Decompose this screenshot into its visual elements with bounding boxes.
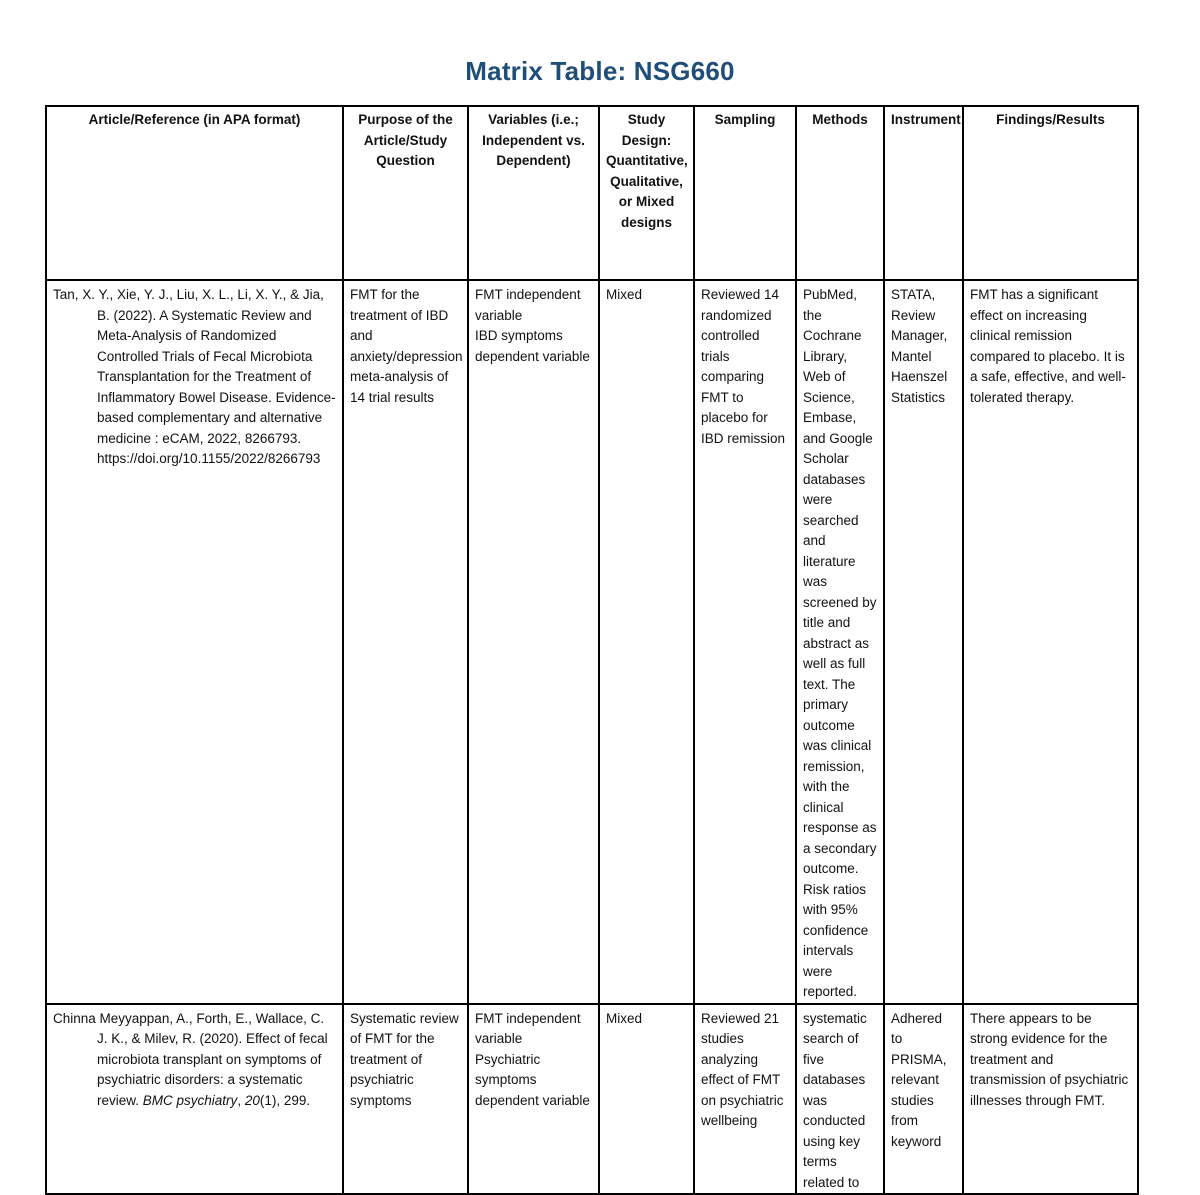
header-findings: Findings/Results <box>963 106 1138 280</box>
reference-text <box>53 1009 336 1112</box>
cell-study-design: Mixed <box>599 280 694 1004</box>
reference-issue-pages: (1), 299. <box>259 1092 311 1108</box>
table-row <box>46 280 1138 1004</box>
cell-methods: PubMed, the Cochrane Library, Web of Science, Embase, and Google Scholar databases were searched and literature was screened by title and abstract as well as full text. The primary outcome was clinical remission, with the clinical response as a secondary outcome. Risk ratios with 95% confidence intervals were reported. <box>796 280 884 1004</box>
cell-instrument: STATA, Review Manager, Mantel Haenszel Statistics <box>884 280 963 1004</box>
matrix-table <box>45 105 1139 1195</box>
reference-text: Tan, X. Y., Xie, Y. J., Liu, X. L., Li, X. Y., & Jia, B. (2022). A Systematic Review and Meta-Analysis of Randomized Controlled Trials of Fecal Microbiota Transplantation for the Treatment of Inflammatory Bowel Disease. Evidence-based complementary and alternative medicine : eCAM, 2022, 8266793. https://doi.org/10.1155/2022/8266793 <box>53 287 336 466</box>
cell-methods: systematic search of five databases was conducted using key terms related to <box>796 1004 884 1195</box>
reference-volume: 20 <box>244 1092 260 1108</box>
cell-sampling: Reviewed 21 studies analyzing effect of FMT on psychiatric wellbeing <box>694 1004 796 1195</box>
cell-findings: There appears to be strong evidence for the treatment and transmission of psychiatric illnesses through FMT. <box>963 1004 1138 1195</box>
reference-authors: Chinna Meyyappan, A., Forth, E., Wallace, C. J. K., & Milev, R. (2020). Effect of fecal microbiota transplant on symptoms of psychiatric disorders: a systematic review. <box>53 1010 328 1108</box>
header-purpose: Purpose of the Article/Study Question <box>343 106 468 280</box>
reference-journal: BMC psychiatry <box>142 1092 238 1108</box>
cell-reference <box>46 1004 343 1195</box>
dependent-variable: Psychiatric symptoms dependent variable <box>475 1051 590 1108</box>
cell-study-design: Mixed <box>599 1004 694 1195</box>
header-study-design: Study Design: Quantitative, Qualitative, or Mixed designs <box>599 106 694 280</box>
independent-variable: FMT independent variable <box>475 1010 581 1046</box>
reference-separator: , <box>237 1092 245 1108</box>
dependent-variable: IBD symptoms dependent variable <box>475 328 590 364</box>
cell-sampling: Reviewed 14 randomized controlled trials comparing FMT to placebo for IBD remission <box>694 280 796 1004</box>
cell-instrument: Adhered to PRISMA, relevant studies from keyword <box>884 1004 963 1195</box>
table-header-row <box>46 106 1138 280</box>
cell-variables <box>468 280 599 1004</box>
header-reference: Article/Reference (in APA format) <box>46 106 343 280</box>
cell-purpose: FMT for the treatment of IBD and anxiety/depression meta-analysis of 14 trial results <box>343 280 468 1004</box>
page-title: Matrix Table: NSG660 <box>465 56 735 86</box>
header-instrument: Instrument <box>884 106 963 280</box>
header-sampling: Sampling <box>694 106 796 280</box>
header-methods: Methods <box>796 106 884 280</box>
independent-variable: FMT independent variable <box>475 287 581 323</box>
cell-reference <box>46 280 343 1004</box>
cell-variables <box>468 1004 599 1195</box>
cell-purpose: Systematic review of FMT for the treatment of psychiatric symptoms <box>343 1004 468 1195</box>
header-variables: Variables (i.e.; Independent vs. Dependent) <box>468 106 599 280</box>
table-row <box>46 1004 1138 1195</box>
cell-findings: FMT has a significant effect on increasing clinical remission compared to placebo. It is a safe, effective, and well-tolerated therapy. <box>963 280 1138 1004</box>
